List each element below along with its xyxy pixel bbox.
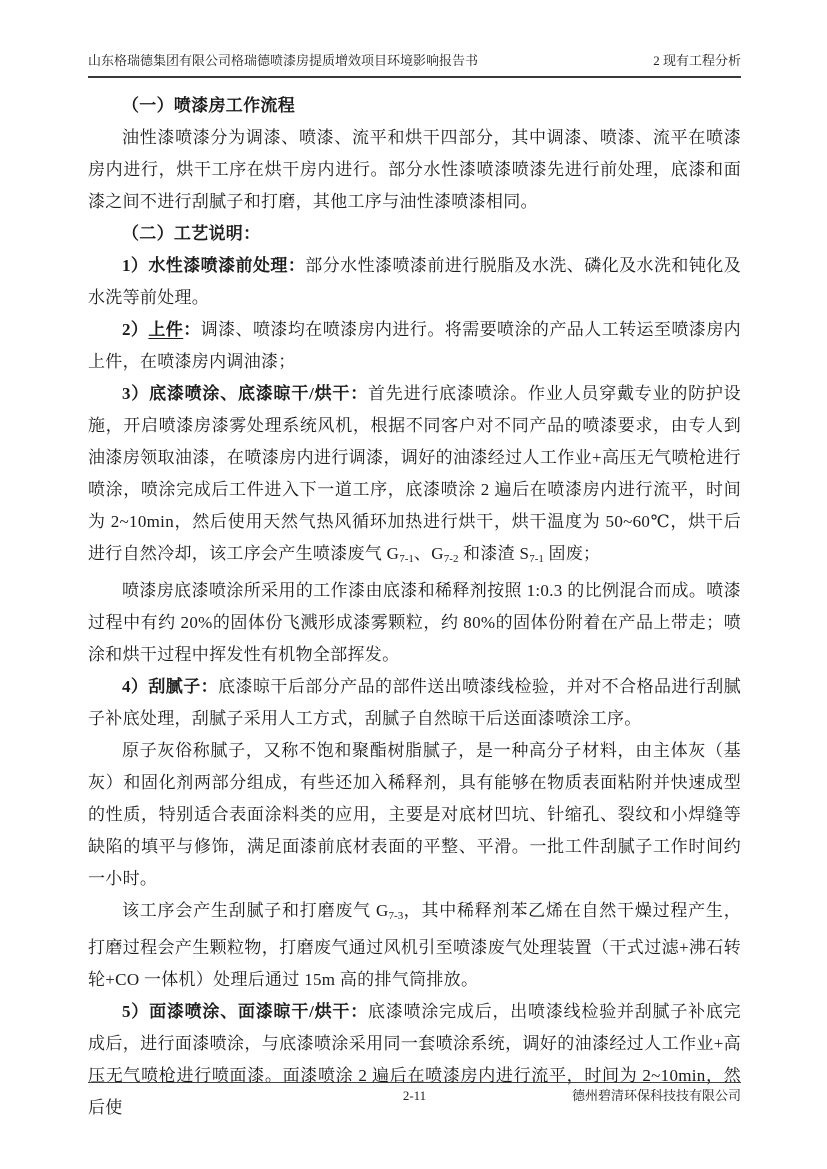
footer-company-name: 德州碧清环保科技技有限公司	[571, 1088, 741, 1103]
paragraph-step5-topcoat: 5）面漆喷涂、面漆晾干/烘干：底漆喷涂完成后，出喷漆线检验并刮腻子补底完成后，进行面漆喷涂，与底漆喷涂采用同一套喷涂系统，调好的油漆经过人工作业+高压无气喷枪进行喷面漆。面漆喷涂 2 遍后在喷漆房内进行流平，时间为 2~10min，然后使	[88, 1002, 741, 1117]
page-number: 2-11	[402, 1088, 427, 1103]
section-heading-2: （二）工艺说明：	[122, 224, 261, 243]
paragraph-step2-loading: 2）上件：调漆、喷漆均在喷漆房内进行。将需要喷涂的产品人工转运至喷漆房内上件，在喷漆房内调油漆；	[88, 320, 741, 371]
paragraph-putty-waste-gas: 该工序会产生刮腻子和打磨废气 $G_{7-3}$，其中稀释剂苯乙烯在自然干燥过程产生，打磨过程会产生颗粒物，打磨废气通过风机引至喷漆废气处理装置（干式过滤+沸石转轮+CO 一体机）处理后通过 15m 高的排气筒排放。	[88, 901, 742, 989]
section-heading-1: （一）喷漆房工作流程	[122, 96, 295, 115]
paragraph-primer-mixture: 喷漆房底漆喷涂所采用的工作漆由底漆和稀释剂按照 1:0.3 的比例混合而成。喷漆过程中有约 20%的固体份飞溅形成漆雾颗粒，约 80%的固体份附着在产品上带走；喷涂和烘干过程中挥发性有机物全部挥发。	[88, 581, 741, 664]
document-body	[88, 90, 741, 1124]
paragraph-step1-pretreatment: 1）水性漆喷漆前处理：部分水性漆喷漆前进行脱脂及水洗、磷化及水洗和钝化及水洗等前处理。	[88, 256, 741, 307]
paragraph-step3-primer: 3）底漆喷涂、底漆晾干/烘干：首先进行底漆喷涂。作业人员穿戴专业的防护设施，开启喷漆房漆雾处理系统风机，根据不同客户对不同产品的喷漆要求，由专人到油漆房领取油漆，在喷漆房内进行调漆，调好的油漆经过人工作业+高压无气喷枪进行喷涂，喷涂完成后工件进入下一道工序，底漆喷涂 2 遍后在喷漆房内进行流平，时间为 2~10min，然后使用天然气热风循环加热进行烘干，烘干温度为 50~60℃，烘干后进行自然冷却，该工序会产生喷漆废气 $G_{7-1}$、$G_{7-2}$ 和漆渣 $S_{7-1}$ 固废；	[88, 384, 741, 565]
paragraph-step4-putty: 4）刮腻子：底漆晾干后部分产品的部件送出喷漆线检验，并对不合格品进行刮腻子补底处理，刮腻子采用人工方式，刮腻子自然晾干后送面漆喷涂工序。	[88, 677, 741, 728]
page-header	[88, 52, 741, 78]
header-report-title: 山东格瑞德集团有限公司格瑞德喷漆房提质增效项目环境影响报告书	[88, 53, 479, 68]
footer-row	[88, 1087, 741, 1104]
paragraph-putty-description: 原子灰俗称腻子，又称不饱和聚酯树脂腻子，是一种高分子材料，由主体灰（基灰）和固化剂两部分组成，有些还加入稀释剂，具有能够在物质表面粘附并快速成型的性质，特别适合表面涂料类的应用，主要是对底材凹坑、针缩孔、裂纹和小焊缝等缺陷的填平与修饰，满足面漆前底材表面的平整、平滑。一批工件刮腻子工作时间约一小时。	[88, 741, 741, 888]
header-chapter-title: 2 现有工程分析	[653, 53, 741, 68]
paragraph-overview: 油性漆喷漆分为调漆、喷漆、流平和烘干四部分，其中调漆、喷漆、流平在喷漆房内进行，烘干工序在烘干房内进行。部分水性漆喷漆喷漆先进行前处理，底漆和面漆之间不进行刮腻子和打磨，其他工序与油性漆喷漆相同。	[88, 128, 741, 211]
page-footer	[88, 1082, 741, 1104]
